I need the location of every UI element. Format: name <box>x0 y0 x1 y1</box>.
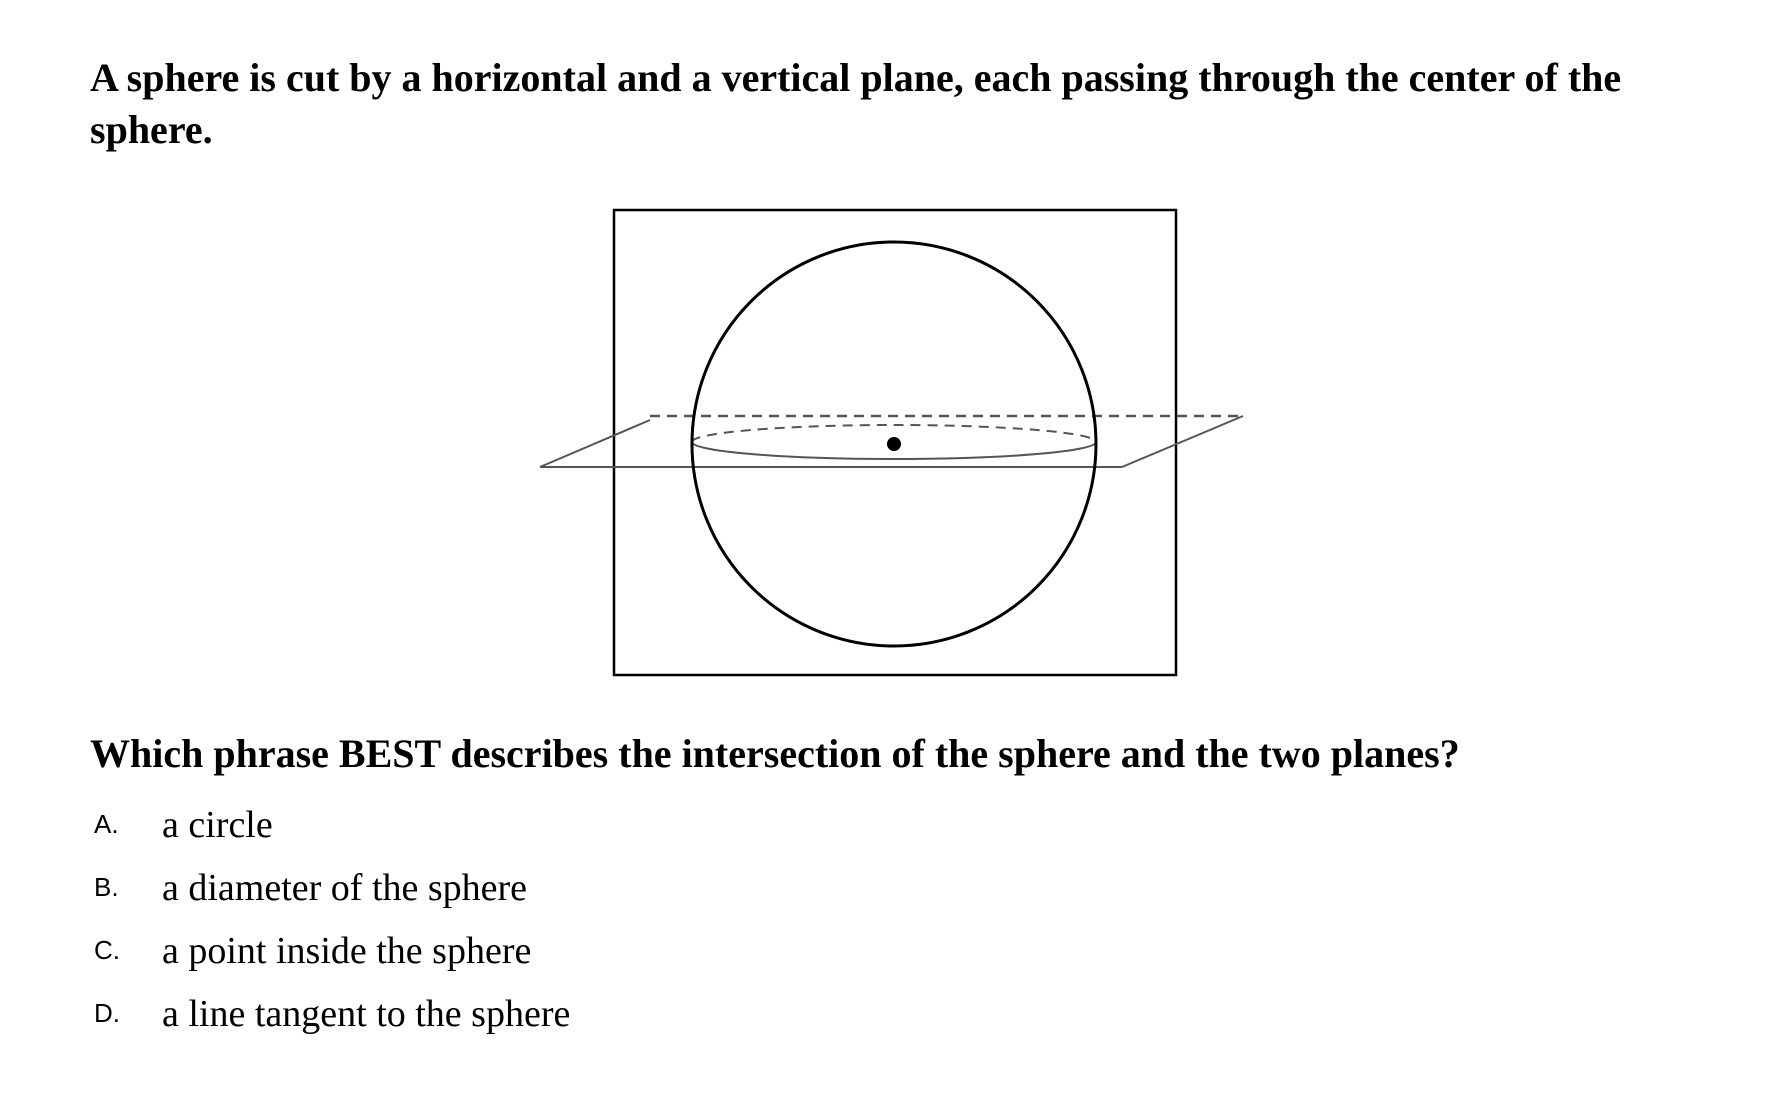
choice-d-text: a line tangent to the sphere <box>162 993 571 1035</box>
horizontal-plane-left-edge <box>540 420 650 467</box>
choice-d-letter: D. <box>94 998 120 1028</box>
choice-a-text: a circle <box>162 804 273 846</box>
sphere-center-point <box>887 437 901 451</box>
question-stem: A sphere is cut by a horizontal and a vertical plane, each passing through the center of the sphere. <box>90 55 1622 152</box>
choice-a-letter: A. <box>94 809 119 839</box>
question-prompt: Which phrase BEST describes the intersection of the sphere and the two planes? <box>90 731 1460 776</box>
choice-d[interactable] <box>0 990 900 1042</box>
choice-a[interactable] <box>0 801 900 853</box>
choice-c-text: a point inside the sphere <box>162 930 532 972</box>
choice-c[interactable] <box>0 927 900 979</box>
choice-b-text: a diameter of the sphere <box>162 867 528 909</box>
horizontal-plane-right-edge <box>1122 416 1243 467</box>
choice-c-letter: C. <box>94 935 120 965</box>
choice-b-letter: B. <box>94 872 119 902</box>
choice-b[interactable] <box>0 864 900 916</box>
